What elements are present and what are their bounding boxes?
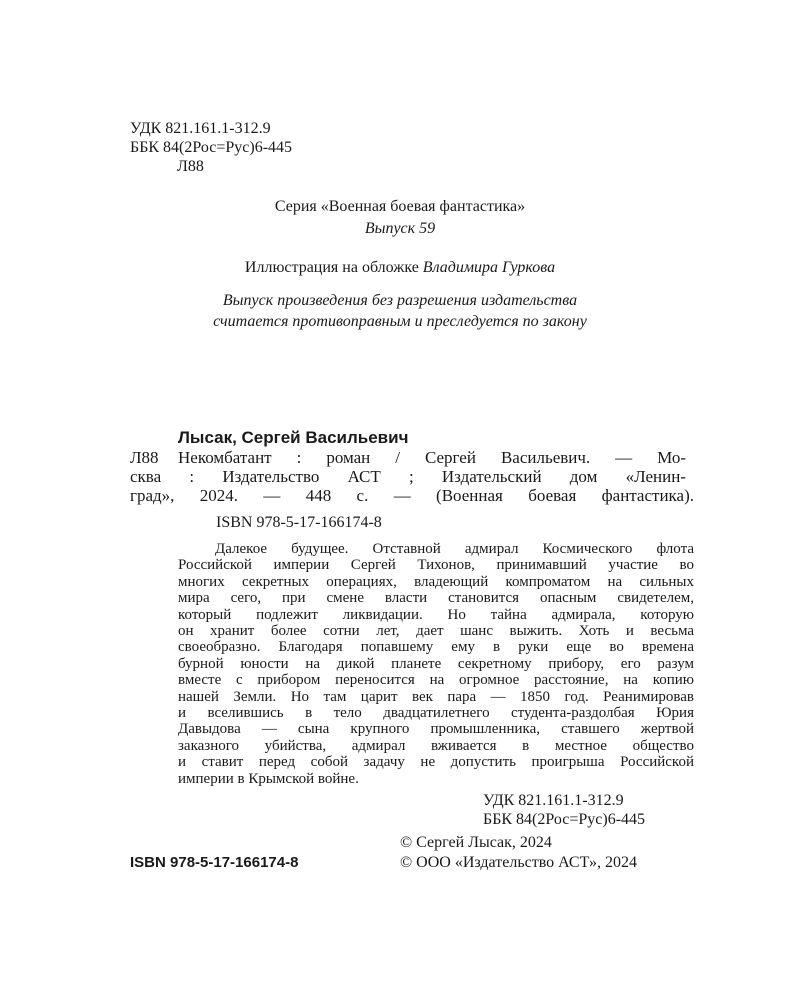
bibliographic-mark: Л88 [130, 448, 159, 467]
description-line-2: сква : Издательство АСТ ; Издательский дом «Ленин- [130, 467, 686, 486]
annotation-line: он хранит более сотни лет, дает шанс выжить. Хоть и весьма [178, 623, 694, 640]
footer-isbn: ISBN 978-5-17-166174-8 [130, 854, 299, 871]
annotation-line: заказного убийства, адмирал вживается в местное общество [178, 737, 694, 754]
annotation-line: своеобразно. Благодаря попавшему ему в руки еще во времена [178, 639, 694, 656]
legal-notice-line-2: считается противоправным и преследуется по закону [213, 313, 587, 330]
annotation-line: который подлежит ликвидации. Но тайна адмирала, которую [178, 606, 694, 623]
illustration-artist: Владимира Гуркова [422, 259, 556, 276]
udk-code: УДК 821.161.1-312.9 [130, 120, 271, 137]
annotation-line: Давыдова — сына крупного промышленника, ставшего жертвой [178, 721, 694, 738]
bottom-udk-code: УДК 821.161.1-312.9 [483, 792, 624, 809]
annotation [178, 541, 694, 787]
annotation-line: и вселившись в тело двадцатилетнего студента-раздолбая Юрия [178, 705, 694, 722]
annotation-line: нашей Земли. Но там царит век пара — 1850 год. Реанимировав [178, 688, 694, 705]
isbn-entry: ISBN 978-5-17-166174-8 [216, 514, 382, 531]
author-heading: Лысак, Сергей Васильевич [178, 428, 409, 447]
description-line-3: град», 2024. — 448 с. — (Военная боевая фантастика). [130, 486, 694, 505]
legal-notice-line-1: Выпуск произведения без разрешения издательства [222, 292, 578, 309]
author-mark: Л88 [177, 158, 204, 175]
illustration-credit [0, 259, 800, 277]
copyright-author: © Сергей Лысак, 2024 [400, 834, 552, 851]
series-issue: Выпуск 59 [364, 220, 436, 237]
description-line-1: Некомбатант : роман / Сергей Васильевич. — Мо- [178, 448, 686, 467]
illustration-prefix: Иллюстрация на обложке [244, 259, 423, 276]
annotation-line: и ставит перед собой задачу не допустить проигрыша Российской [178, 754, 694, 771]
annotation-line: империи в Крымской войне. [178, 770, 359, 787]
annotation-line: многих секретных операциях, владеющий компроматом на сильных [178, 573, 694, 590]
bottom-bbk-code: ББК 84(2Рос=Рус)6-445 [483, 811, 646, 828]
annotation-line: бурной юности на дикой планете секретному прибору, его разум [178, 655, 694, 672]
bbk-code: ББК 84(2Рос=Рус)6-445 [130, 139, 293, 156]
series-label: Серия «Военная боевая фантастика» [274, 198, 526, 215]
annotation-line: Российской империи Сергей Тихонов, принимавший участие во [178, 557, 694, 574]
copyright-publisher: © ООО «Издательство АСТ», 2024 [400, 854, 637, 871]
annotation-line: вместе с прибором переносится на огромное расстояние, на копию [178, 672, 694, 689]
annotation-line: Далекое будущее. Отставной адмирал Космического флота [215, 541, 694, 557]
annotation-line: мира сего, при смене власти становится опасным свидетелем, [178, 590, 694, 607]
